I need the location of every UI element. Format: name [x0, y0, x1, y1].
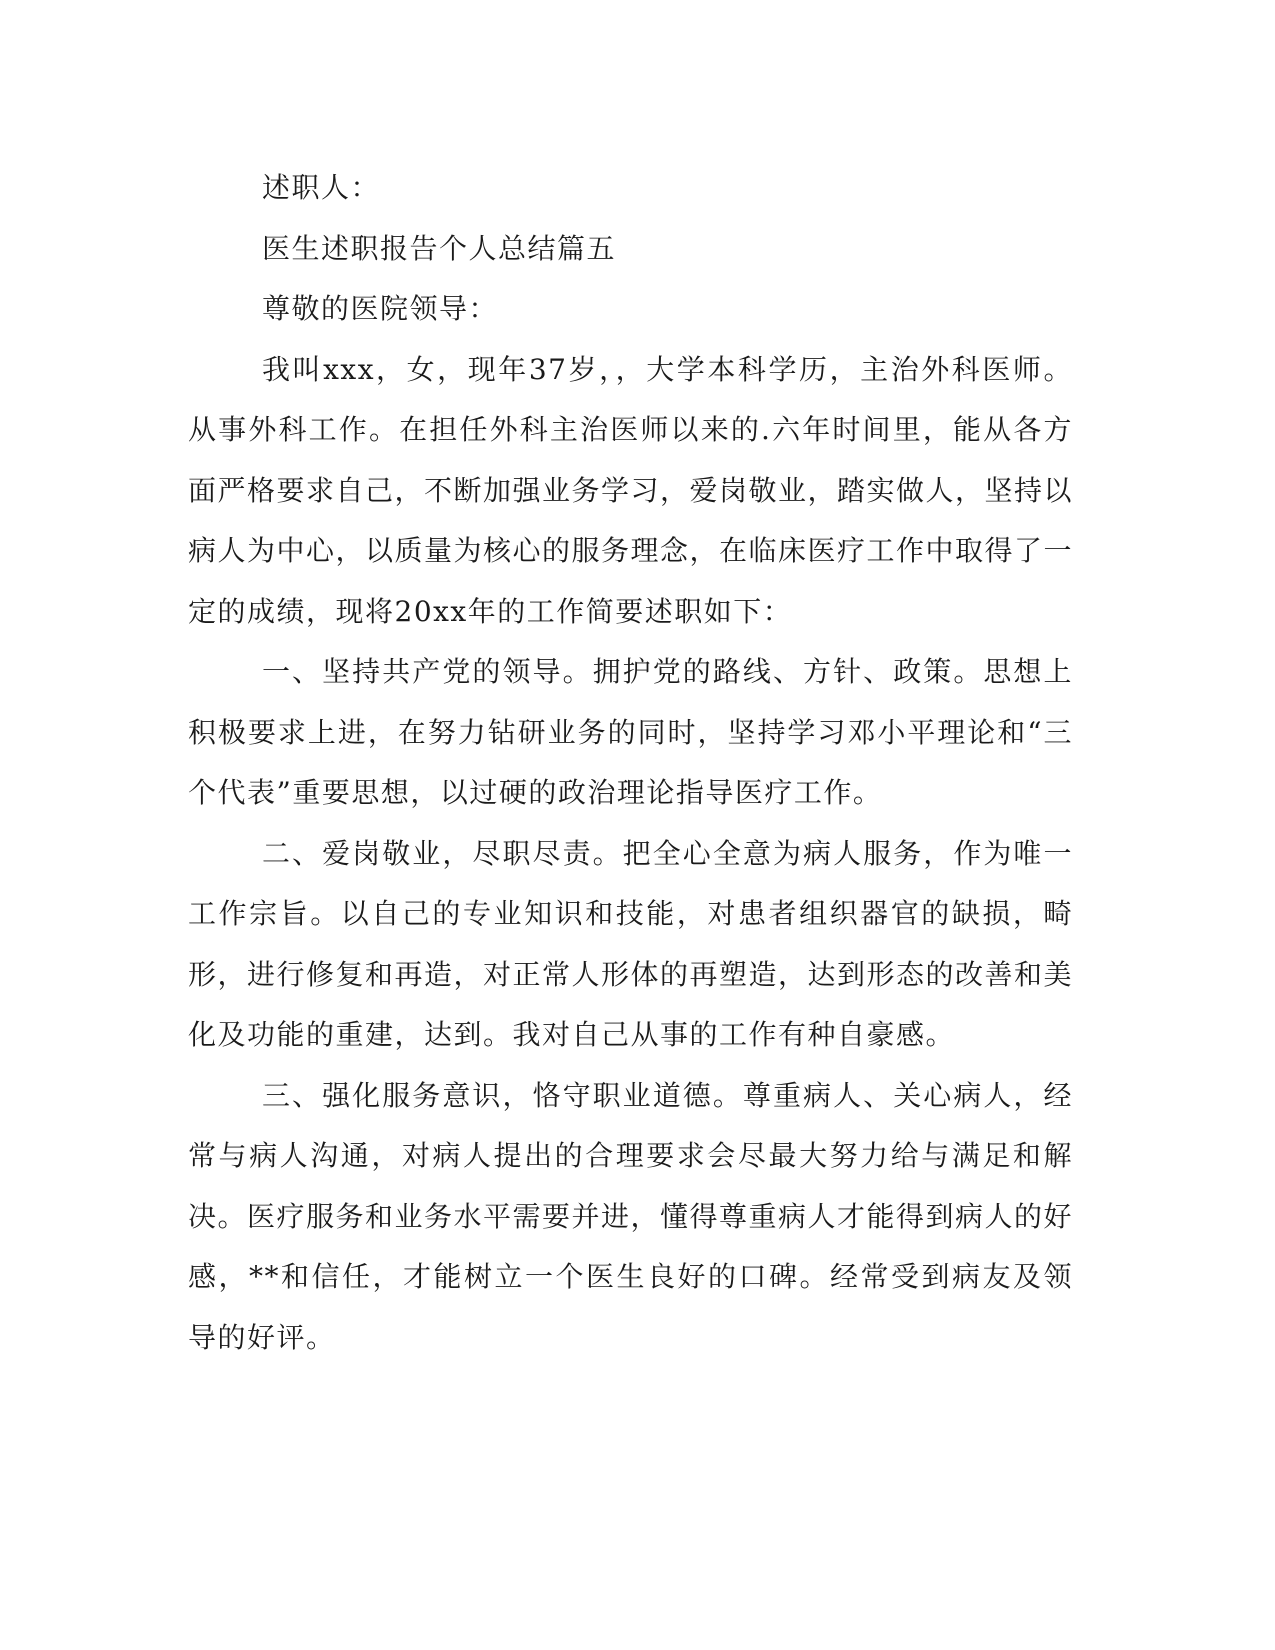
- intro-paragraph: 我叫xxx，女，现年37岁，，大学本科学历，主治外科医师。从事外科工作。在担任外科主治医师以来的.六年时间里，能从各方面严格要求自己，不断加强业务学习，爱岗敬业，踏实做人，坚持以病人为中心，以质量为核心的服务理念，在临床医疗工作中取得了一定的成绩，现将20xx年的工作简要述职如下：: [188, 352, 1074, 628]
- section-two-paragraph: 二、爱岗敬业，尽职尽责。把全心全意为病人服务，作为唯一工作宗旨。以自己的专业知识和技能，对患者组织器官的缺损，畸形，进行修复和再造，对正常人形体的再塑造，达到形态的改善和美化及功能的重建，达到。我对自己从事的工作有种自豪感。: [188, 836, 1074, 1051]
- document-title: 医生述职报告个人总结篇五: [262, 231, 617, 265]
- salutation: 尊敬的医院领导：: [262, 292, 499, 325]
- section-one-paragraph: 一、坚持共产党的领导。拥护党的路线、方针、政策。思想上积极要求上进，在努力钻研业务的同时，坚持学习邓小平理论和“三个代表”重要思想，以过硬的政治理论指导医疗工作。: [188, 655, 1073, 809]
- reporter-label: 述职人：: [262, 171, 381, 204]
- document-body: [188, 158, 1073, 1368]
- section-three-paragraph: 三、强化服务意识，恪守职业道德。尊重病人、关心病人，经常与病人沟通，对病人提出的合理要求会尽最大努力给与满足和解决。医疗服务和业务水平需要并进，懂得尊重病人才能得到病人的好感，**和信任，才能树立一个医生良好的口碑。经常受到病友及领导的好评。: [188, 1078, 1074, 1354]
